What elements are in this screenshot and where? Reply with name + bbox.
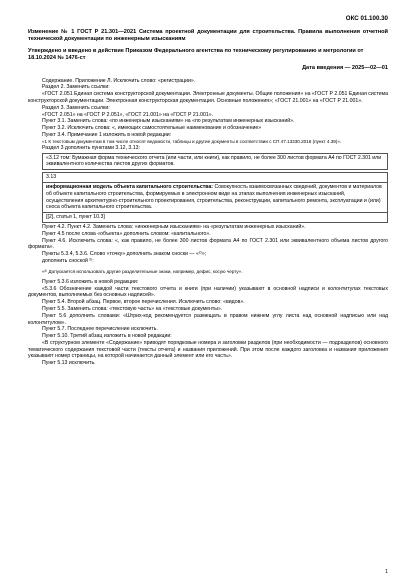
definition-term: информационная модель объекта капитального строительства:	[46, 183, 214, 190]
definition-box-3-12	[42, 153, 388, 171]
paragraph: Пункт 5.4. Второй абзац. Первое, второе перечисления. Исключить слово: «видов».	[42, 299, 245, 306]
paragraph: Раздел 3 дополнить пунктами 3.12, 3.13:	[42, 144, 140, 151]
document-page	[28, 16, 388, 367]
definition-body	[43, 182, 387, 212]
definition-reference: [[2], статья 1, пункт 10.3]	[43, 212, 387, 222]
paragraph: Пункт 5.7. Последнее перечисление исключить.	[42, 326, 158, 333]
footnote-text: «²⁾ Допускается использовать другие разделительные знаки, например, дефис, косую черту».	[42, 268, 243, 274]
paragraph: «5.3.6 Обозначение каждой части текстового отчета и книги (при наличии) указывают в основной надписи и колонтитулах текстовых документов, выполняемых без основных надписей».	[28, 285, 388, 299]
amendment-title: Изменение № 1 ГОСТ Р 21.301—2021 Система проектной документации для строительства. Правила выполнения отчетной технической документации по инженерным изысканиям	[28, 28, 388, 42]
paragraph: Пункты 5.3.4, 5.3.6. Слово «точку» дополнить знаком сноски — «²⁾»;	[42, 251, 207, 258]
definition-text: Совокупность взаимосвязанных сведений, документов и материалов об объекте капитального строительства, формируемых в электронном виде на этапах выполнения инженерных изысканий, осуществления архитектурно-строительного проектирования, строительства, реконструкции, капитального ремонта, эксплуатации и (или) сноса объекта капитального строительства.	[46, 183, 382, 211]
paragraph: Пункт 4.5 после слова «объекта» дополнить словом: «капитального».	[42, 230, 211, 237]
introduction-date: Дата введения — 2025—02—01	[302, 64, 388, 71]
paragraph: «ГОСТ 2.051 Единая система конструкторской документации. Электронные документы. Общие положения» на «ГОСТ Р 2.051 Единая система конструкторской документации. Электронная конструкторская документация. Основные положения»; «ГОСТ 21.001» на «ГОСТ Р 21.001».	[28, 91, 388, 104]
paragraph: «ГОСТ 2.051» на «ГОСТ Р 2.051», «ГОСТ 21.001» на «ГОСТ Р 21.001».	[42, 111, 214, 118]
paragraph: Пункт 4.2. Пункт 4.2. Заменить слова: «инженерным изысканиям» на «результатам инженерных изысканий».	[42, 223, 306, 230]
paragraph: Содержание. Приложение Л. Исключить слово: «регистрации».	[42, 77, 196, 84]
paragraph: Пункт 5.5. Заменить слова: «текстовую часть» на «текстовые документы».	[42, 305, 223, 312]
paragraph: Пункт 5.3.6 изложить в новой редакции:	[42, 278, 139, 285]
paragraph: Пункт 3.4. Примечание 1 изложить в новой редакции:	[42, 131, 172, 138]
paragraph: Раздел 2. Заменить ссылки:	[42, 84, 110, 91]
paragraph: Пункт 3.2. Исключить слова: «, имеющих самостоятельные наименование и обозначение»	[42, 125, 262, 132]
approval-statement: Утверждено и введено в действие Приказом Федерального агентства по техническому регулированию и метрологии от 18.10.2024 № 1476-ст	[28, 47, 364, 61]
paragraph: «В структурном элементе «Содержание» приводят порядковые номера и заголовки разделов (при необходимости — подразделов) основного тематического содержания текстовой части (тексты отчета) и названия приложений. При этом после каждого заголовка и названия приложения указывают номер страницы, на которой начинается данный элемент или его часть».	[28, 339, 388, 360]
page-number: 1	[385, 569, 388, 575]
paragraph: Пункт 5.13 исключить.	[42, 360, 96, 367]
definition-text: Бумажная форма технического отчета (или части, или книги), как правило, не более 300 листов формата А4 по ГОСТ 2.301 или эквивалентного количества листов других форматов.	[46, 154, 382, 168]
paragraph: Пункт 3.1. Заменить слова: «по инженерным изысканиям» на «по результатам инженерных изысканий».	[42, 118, 295, 125]
definition-number: 3.13	[46, 174, 57, 181]
note-text: «1 К текстовым документам в том числе относят ведомости, таблицы и другие документы в соответствии с СП 47.13330.2016 (пункт 4.39)».	[42, 138, 342, 144]
definition-lead: «3.12 том:	[46, 154, 71, 161]
paragraph: дополнить сноской ²⁾:	[42, 257, 94, 264]
paragraph: Пункт 4.6. Исключить слова: «, как правило, не более 300 листов формата А4 по ГОСТ 2.301 или эквивалентного объема листов другого формата».	[28, 237, 388, 251]
paragraph: Раздел 3. Заменить ссылки:	[42, 104, 110, 111]
paragraph: Пункт 5.6 дополнить словами: «Штрих-код рекомендуется размещать в правом нижнем углу листа над основной надписью или над колонтитулом».	[28, 312, 388, 326]
classification-code: ОКС 01.100.30	[345, 15, 388, 22]
paragraph: Пункт 5.10. Третий абзац изложить в новой редакции:	[42, 333, 172, 340]
definition-box-3-13	[42, 172, 388, 223]
